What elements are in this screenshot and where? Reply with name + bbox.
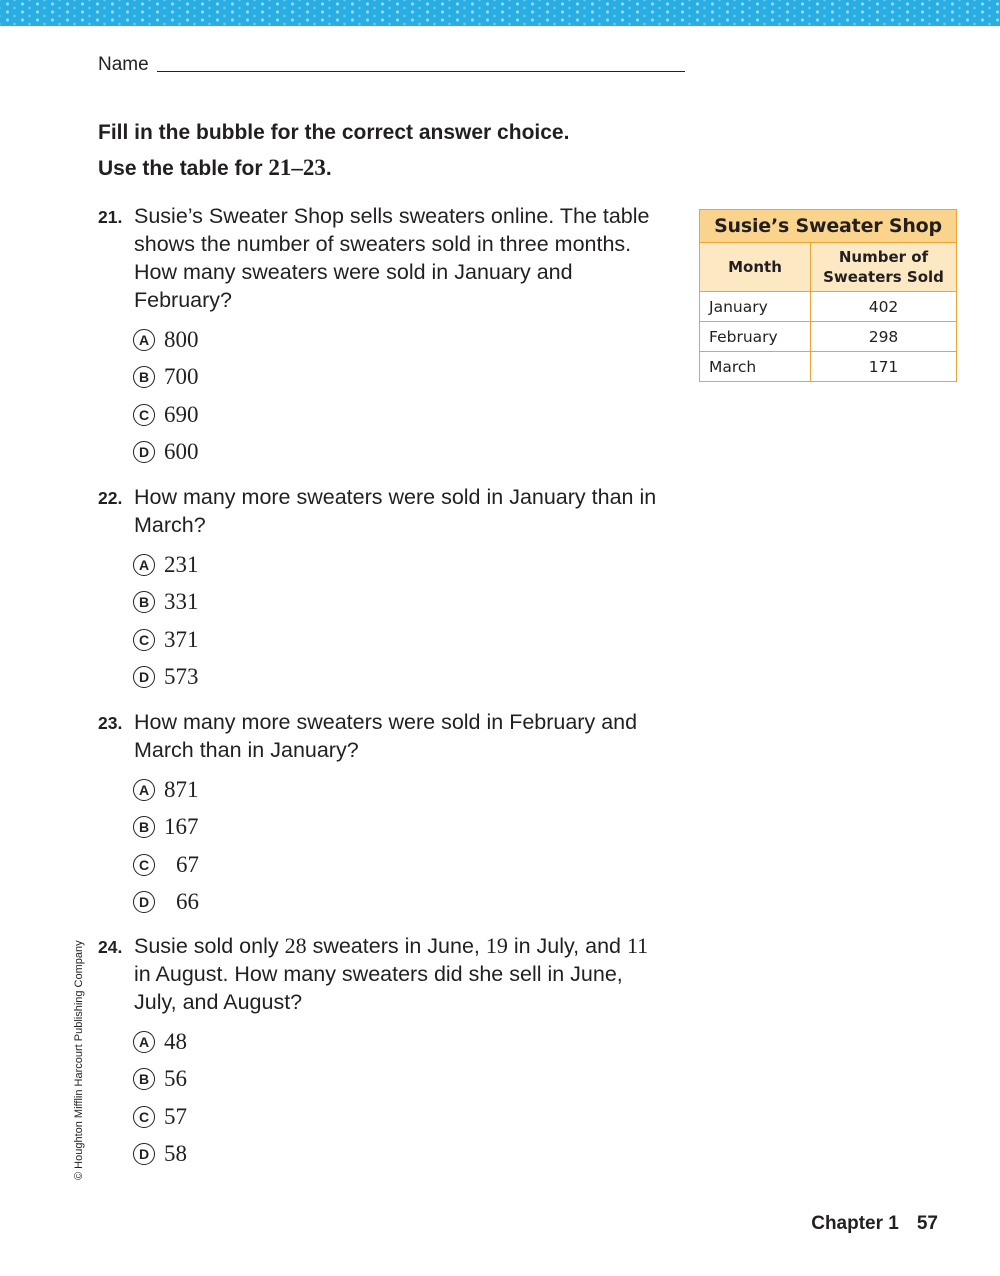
question-21 — [98, 202, 653, 471]
answer-value: 331 — [164, 589, 199, 615]
answer-bubble[interactable]: B — [133, 366, 155, 388]
answer-value: 700 — [164, 364, 199, 390]
answer-bubble[interactable]: D — [133, 891, 155, 913]
answer-value: 231 — [164, 551, 199, 577]
instruction-line-1 — [98, 121, 569, 145]
table-header-count — [811, 243, 957, 292]
question-number: 23. — [98, 713, 123, 733]
table-cell-count: 171 — [811, 352, 957, 382]
answer-choice[interactable] — [133, 434, 653, 472]
answer-value: 573 — [164, 664, 199, 690]
question-22 — [98, 483, 688, 696]
question-text-part: Susie sold only — [134, 934, 285, 958]
answer-choice[interactable] — [133, 359, 653, 397]
answer-choice[interactable] — [133, 846, 693, 884]
answer-bubble[interactable]: B — [133, 1068, 155, 1090]
answer-value: 67 — [176, 851, 199, 877]
table-cell-count: 298 — [811, 322, 957, 352]
answer-choice[interactable] — [133, 1098, 658, 1136]
table-cell-month: March — [700, 352, 811, 382]
answer-choice[interactable] — [133, 396, 653, 434]
question-number: 24. — [98, 937, 123, 957]
answer-choice[interactable] — [133, 584, 688, 622]
copyright-notice: © Houghton Mifflin Harcourt Publishing Company — [73, 940, 85, 1180]
table-row — [700, 352, 957, 382]
answer-bubble[interactable]: A — [133, 554, 155, 576]
instruction-range: 21–23 — [268, 155, 326, 180]
answer-choice[interactable] — [133, 321, 653, 359]
answer-choice[interactable] — [133, 659, 688, 697]
answer-bubble[interactable]: D — [133, 441, 155, 463]
answer-bubble[interactable]: C — [133, 629, 155, 651]
question-number: 21. — [98, 207, 123, 227]
answer-bubble[interactable]: D — [133, 1143, 155, 1165]
table-title: Susie’s Sweater Shop — [700, 210, 957, 243]
answer-choice[interactable] — [133, 1061, 658, 1099]
decorative-dotted-band — [0, 0, 1000, 26]
answer-value: 371 — [164, 626, 199, 652]
answer-bubble[interactable]: A — [133, 329, 155, 351]
instruction-text-2: Use the table for — [98, 157, 269, 180]
instruction-text-1: Fill in the bubble for the correct answer choice. — [98, 121, 570, 144]
answer-value: 58 — [164, 1141, 187, 1167]
answer-choice[interactable] — [133, 546, 688, 584]
answer-choice[interactable] — [133, 1136, 658, 1174]
answer-value: 48 — [164, 1028, 187, 1054]
table-cell-month: January — [700, 292, 811, 322]
question-text — [134, 932, 658, 1016]
question-number-value: 28 — [284, 933, 307, 958]
page-number: 57 — [916, 1213, 938, 1234]
answer-choice[interactable] — [133, 621, 688, 659]
instruction-period: . — [325, 157, 332, 180]
sweater-sales-table — [699, 209, 957, 382]
table-header-count-line2: Sweaters Sold — [823, 268, 944, 286]
question-number-value: 19 — [485, 933, 508, 958]
table-cell-count: 402 — [811, 292, 957, 322]
instruction-line-2 — [98, 155, 332, 181]
answer-value: 871 — [164, 776, 199, 802]
question-text: How many more sweaters were sold in January than in March? — [134, 485, 657, 537]
answer-bubble[interactable]: A — [133, 779, 155, 801]
answer-bubble[interactable]: D — [133, 666, 155, 688]
answer-bubble[interactable]: C — [133, 1106, 155, 1128]
table-header-month: Month — [700, 243, 811, 292]
answer-value: 690 — [164, 401, 199, 427]
question-24 — [98, 932, 658, 1173]
table-header-count-line1: Number of — [838, 248, 929, 266]
table-row — [700, 292, 957, 322]
answer-value: 600 — [164, 439, 199, 465]
answer-bubble[interactable]: B — [133, 591, 155, 613]
question-number: 22. — [98, 488, 123, 508]
chapter-label: Chapter 1 — [811, 1213, 899, 1234]
table-row — [700, 322, 957, 352]
question-text-part: sweaters in June, — [306, 934, 486, 958]
answer-choice[interactable] — [133, 809, 693, 847]
question-text: How many more sweaters were sold in February and March than in January? — [134, 710, 638, 762]
answer-choices — [133, 771, 693, 921]
answer-choices — [133, 546, 688, 696]
answer-value: 56 — [164, 1066, 187, 1092]
question-text-part: in August. How many sweaters did she sell in June, July, and August? — [134, 962, 623, 1014]
question-number-value: 11 — [626, 933, 649, 958]
answer-bubble[interactable]: C — [133, 854, 155, 876]
answer-choice[interactable] — [133, 884, 693, 922]
answer-choices — [133, 1023, 658, 1173]
answer-bubble[interactable]: C — [133, 404, 155, 426]
question-text-part: in July, and — [507, 934, 627, 958]
answer-value: 57 — [164, 1103, 187, 1129]
answer-choice[interactable] — [133, 771, 693, 809]
table-cell-month: February — [700, 322, 811, 352]
answer-choice[interactable] — [133, 1023, 658, 1061]
answer-bubble[interactable]: B — [133, 816, 155, 838]
answer-value: 167 — [164, 814, 199, 840]
question-23 — [98, 708, 693, 921]
answer-value: 66 — [176, 889, 199, 915]
name-label: Name — [98, 54, 149, 75]
answer-value: 800 — [164, 326, 199, 352]
page-footer — [811, 1213, 938, 1235]
name-field-line[interactable] — [157, 71, 685, 72]
answer-bubble[interactable]: A — [133, 1031, 155, 1053]
answer-choices — [133, 321, 653, 471]
question-text: Susie’s Sweater Shop sells sweaters online. The table shows the number of sweaters sold in three months. How many sweaters were sold in January and February? — [134, 204, 650, 312]
